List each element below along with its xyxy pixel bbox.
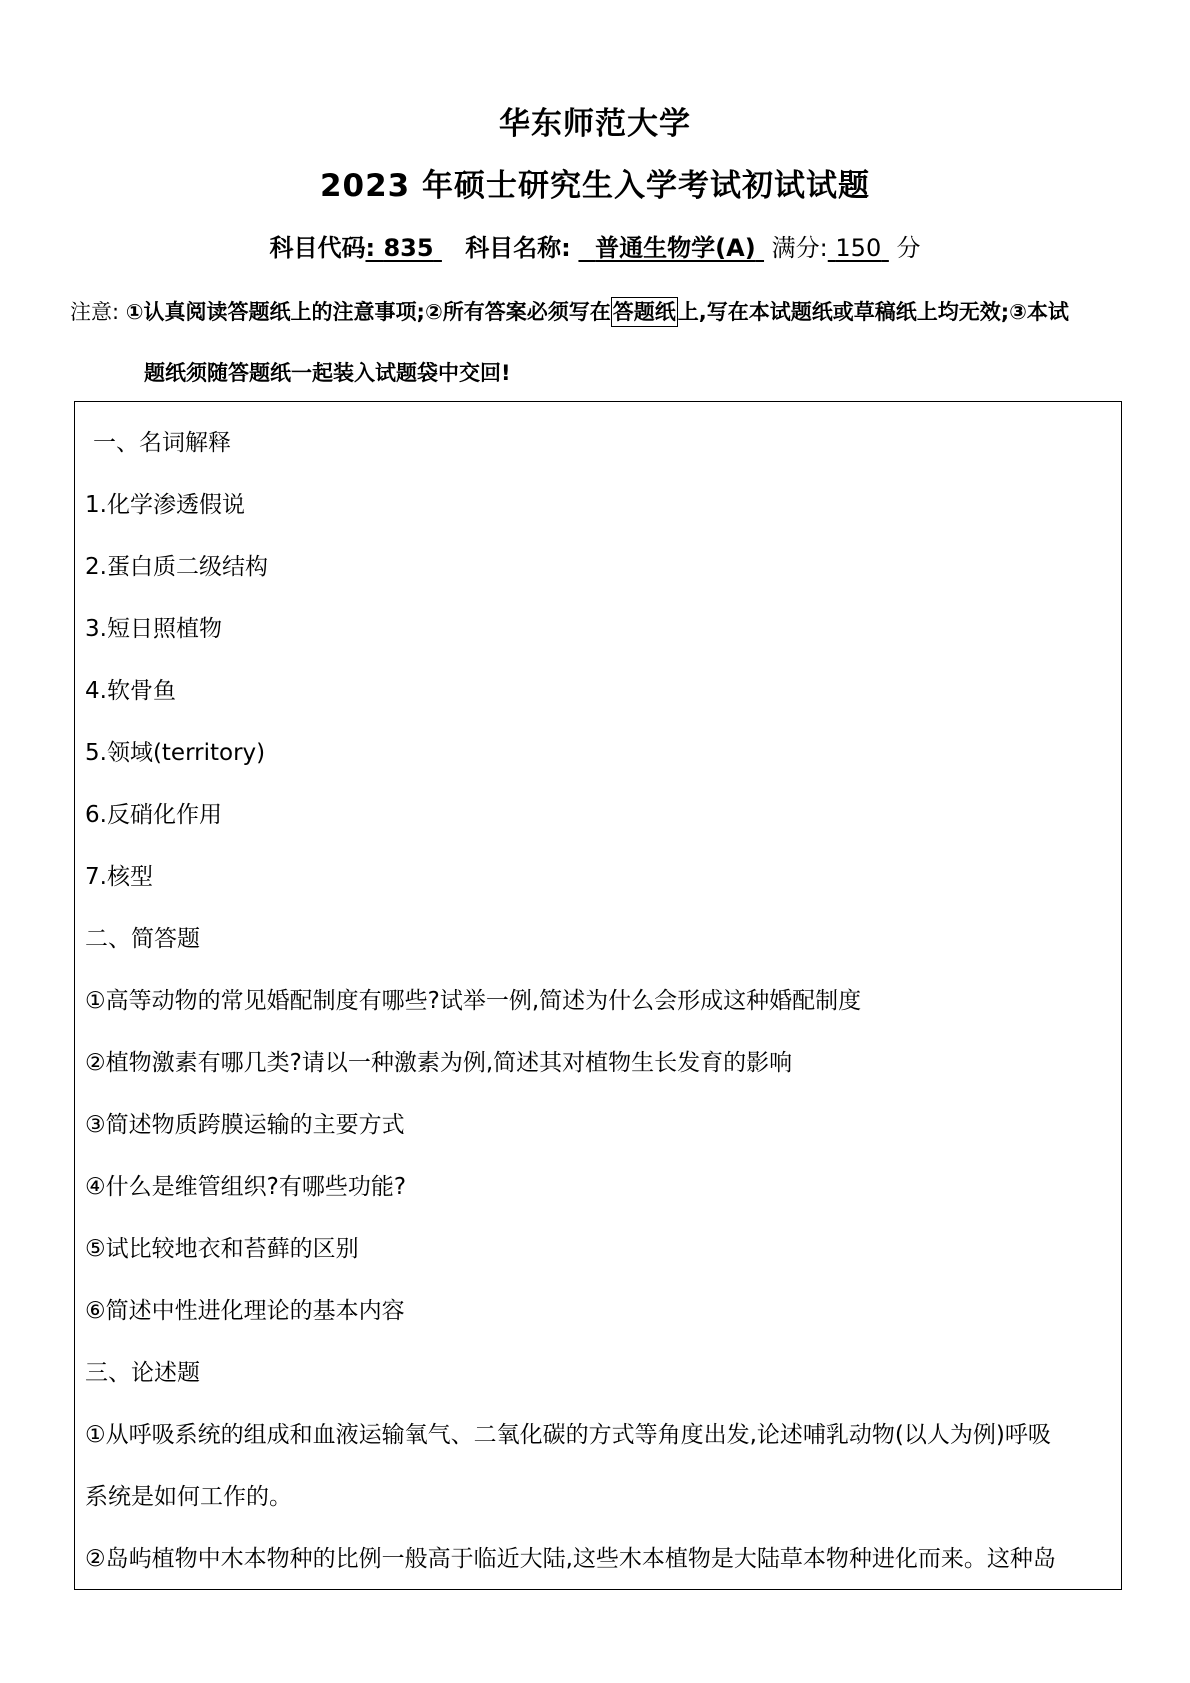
essay-item: ①从呼吸系统的组成和血液运输氧气、二氧化碳的方式等角度出发,论述哺乳动物(以人为例)呼吸	[85, 1422, 1051, 1448]
term-item: 4.软骨鱼	[85, 678, 176, 704]
notice-line-1	[70, 296, 1120, 326]
question-item: ②植物激素有哪几类?请以一种激素为例,简述其对植物生长发育的影响	[85, 1050, 793, 1076]
subject-code-label: 科目代码	[269, 234, 366, 262]
essay-item-continued: 系统是如何工作的。	[85, 1484, 292, 1510]
notice-text-1: ①认真阅读答题纸上的注意事项;②所有答案必须写在	[125, 300, 611, 324]
subject-name: 普通生物学(A)	[595, 234, 756, 262]
section-title: 三、论述题	[85, 1360, 200, 1386]
notice-line-2: 题纸须随答题纸一起装入试题袋中交回!	[144, 361, 511, 385]
notice-label: 注意:	[70, 300, 120, 324]
essay-item: ②岛屿植物中木本物种的比例一般高于临近大陆,这些木本植物是大陆草本物种进化而来。这种岛	[85, 1546, 1056, 1572]
score-unit: 分	[896, 234, 921, 262]
subject-info	[0, 228, 1190, 263]
question-item: ④什么是维管组织?有哪些功能?	[85, 1174, 407, 1200]
question-item: ③简述物质跨膜运输的主要方式	[85, 1112, 405, 1138]
question-item: ①高等动物的常见婚配制度有哪些?试举一例,简述为什么会形成这种婚配制度	[85, 988, 862, 1014]
term-item: 5.领域(territory)	[85, 740, 266, 766]
term-item: 6.反硝化作用	[85, 802, 222, 828]
score-label: 满分:	[771, 234, 828, 262]
question-box	[74, 401, 1122, 1590]
answer-sheet-boxed: 答题纸	[611, 297, 678, 327]
section-title: 一、名词解释	[93, 430, 231, 456]
university-title: 华东师范大学	[499, 106, 691, 142]
question-item: ⑥简述中性进化理论的基本内容	[85, 1298, 405, 1324]
term-item: 2.蛋白质二级结构	[85, 554, 268, 580]
question-item: ⑤试比较地衣和苔藓的区别	[85, 1236, 359, 1262]
term-item: 7.核型	[85, 864, 153, 890]
notice-text-2: 上,写在本试题纸或草稿纸上均无效;③本试	[677, 300, 1069, 324]
subject-code: : 835	[365, 234, 434, 262]
exam-title: 2023 年硕士研究生入学考试初试试题	[319, 168, 871, 204]
subject-name-label: 科目名称:	[465, 234, 571, 262]
term-item: 1.化学渗透假说	[85, 492, 245, 518]
section-title: 二、简答题	[85, 926, 200, 952]
score: 150	[835, 234, 882, 262]
term-item: 3.短日照植物	[85, 616, 222, 642]
